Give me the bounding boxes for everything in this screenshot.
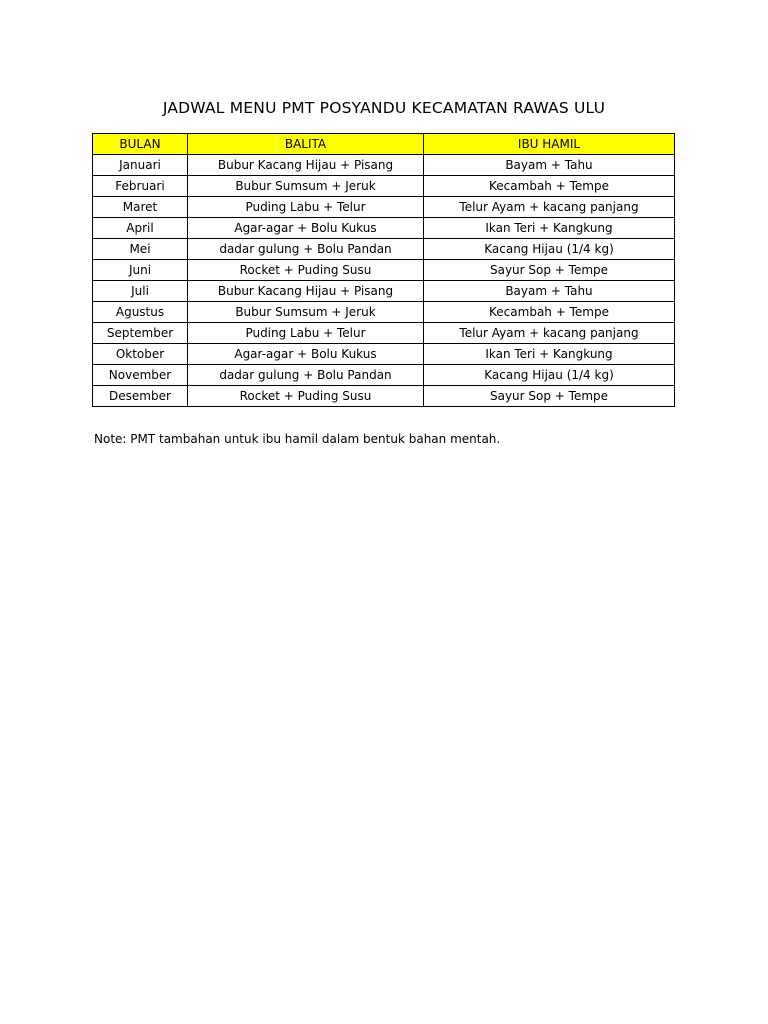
cell-ibu-hamil: Bayam + Tahu	[424, 155, 675, 176]
cell-month: Maret	[93, 197, 188, 218]
table-row	[93, 176, 675, 197]
cell-balita: Rocket + Puding Susu	[188, 260, 424, 281]
cell-balita: Puding Labu + Telur	[188, 323, 424, 344]
table-row	[93, 365, 675, 386]
cell-balita: Bubur Sumsum + Jeruk	[188, 302, 424, 323]
cell-balita: Bubur Sumsum + Jeruk	[188, 176, 424, 197]
header-ibu-hamil: IBU HAMIL	[424, 134, 675, 155]
cell-ibu-hamil: Ikan Teri + Kangkung	[424, 218, 675, 239]
header-bulan: BULAN	[93, 134, 188, 155]
cell-ibu-hamil: Kecambah + Tempe	[424, 302, 675, 323]
cell-month: Desember	[93, 386, 188, 407]
table-row	[93, 218, 675, 239]
table-row	[93, 197, 675, 218]
cell-ibu-hamil: Telur Ayam + kacang panjang	[424, 323, 675, 344]
table-row	[93, 281, 675, 302]
footnote: Note: PMT tambahan untuk ibu hamil dalam bentuk bahan mentah.	[94, 432, 501, 446]
cell-month: Januari	[93, 155, 188, 176]
cell-month: Mei	[93, 239, 188, 260]
table-row	[93, 386, 675, 407]
table-row	[93, 155, 675, 176]
cell-balita: dadar gulung + Bolu Pandan	[188, 239, 424, 260]
cell-ibu-hamil: Telur Ayam + kacang panjang	[424, 197, 675, 218]
cell-balita: Agar-agar + Bolu Kukus	[188, 344, 424, 365]
cell-ibu-hamil: Bayam + Tahu	[424, 281, 675, 302]
table-row	[93, 344, 675, 365]
cell-balita: Bubur Kacang Hijau + Pisang	[188, 155, 424, 176]
cell-month: Juni	[93, 260, 188, 281]
cell-month: April	[93, 218, 188, 239]
header-balita: BALITA	[188, 134, 424, 155]
cell-balita: Bubur Kacang Hijau + Pisang	[188, 281, 424, 302]
cell-month: Februari	[93, 176, 188, 197]
cell-month: Juli	[93, 281, 188, 302]
cell-month: November	[93, 365, 188, 386]
menu-schedule-table	[92, 133, 675, 407]
cell-ibu-hamil: Ikan Teri + Kangkung	[424, 344, 675, 365]
cell-ibu-hamil: Sayur Sop + Tempe	[424, 386, 675, 407]
cell-ibu-hamil: Kacang Hijau (1/4 kg)	[424, 365, 675, 386]
table-row	[93, 239, 675, 260]
table-row	[93, 260, 675, 281]
cell-balita: Puding Labu + Telur	[188, 197, 424, 218]
page-title: JADWAL MENU PMT POSYANDU KECAMATAN RAWAS ULU	[162, 99, 606, 117]
table-row	[93, 302, 675, 323]
cell-balita: Agar-agar + Bolu Kukus	[188, 218, 424, 239]
cell-month: Agustus	[93, 302, 188, 323]
cell-ibu-hamil: Sayur Sop + Tempe	[424, 260, 675, 281]
cell-balita: Rocket + Puding Susu	[188, 386, 424, 407]
cell-month: September	[93, 323, 188, 344]
cell-balita: dadar gulung + Bolu Pandan	[188, 365, 424, 386]
cell-month: Oktober	[93, 344, 188, 365]
table-row	[93, 323, 675, 344]
cell-ibu-hamil: Kecambah + Tempe	[424, 176, 675, 197]
cell-ibu-hamil: Kacang Hijau (1/4 kg)	[424, 239, 675, 260]
table-header-row	[93, 134, 675, 155]
